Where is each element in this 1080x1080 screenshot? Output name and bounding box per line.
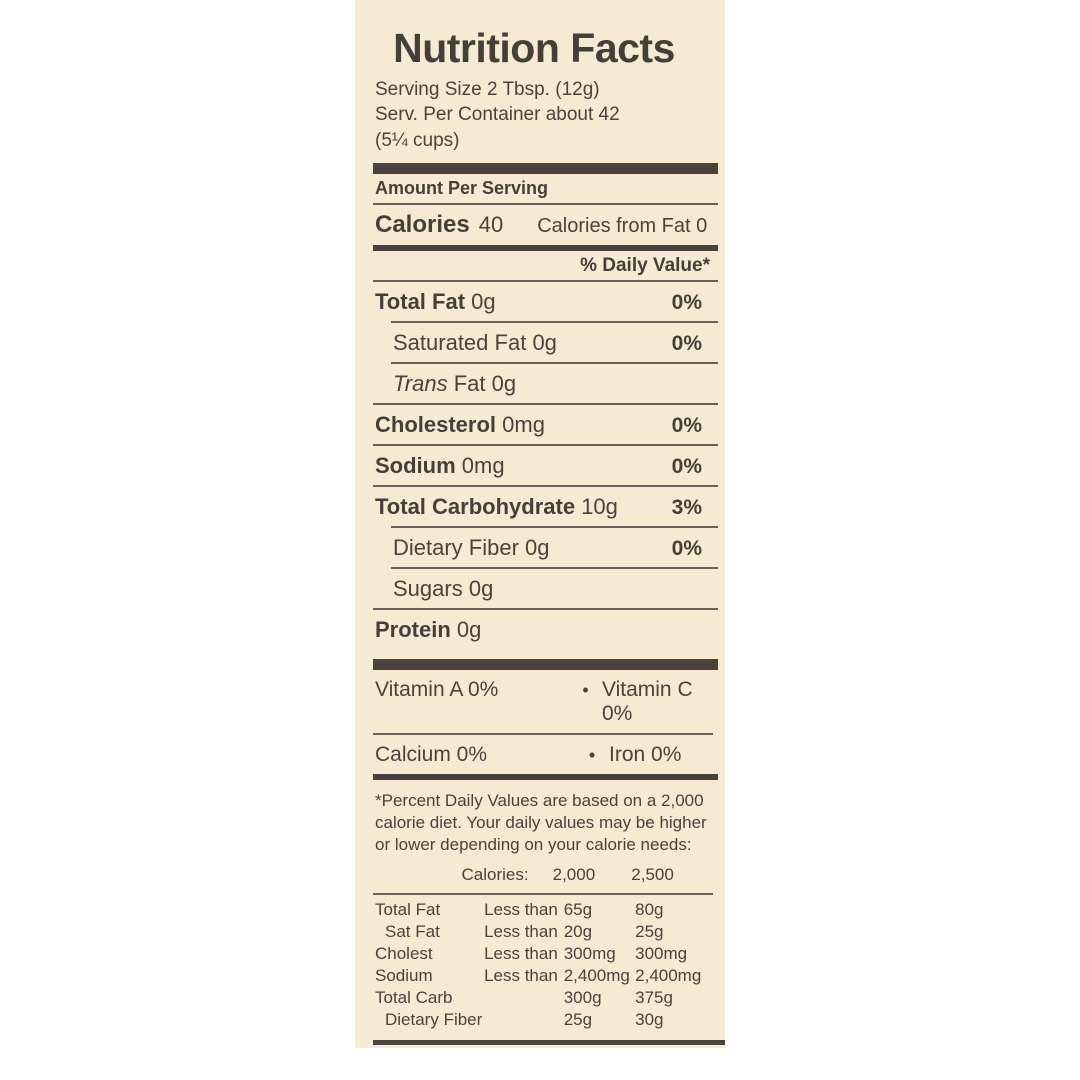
nutrient-row-cholesterol: [365, 405, 710, 444]
dv-row-2500: 80g: [635, 900, 664, 920]
dv-row-qualifier: [484, 987, 564, 1009]
nutrient-percent-total-carbohydrate: 3%: [671, 495, 702, 519]
dv-row-qualifier: Less than: [484, 900, 558, 920]
dv-row-2500: 2,400mg: [635, 966, 702, 986]
dv-row-name: Total Carb: [375, 988, 453, 1008]
nutrient-row-saturated-fat: [365, 323, 710, 362]
nutrient-name-trans-fat: Trans Fat 0g: [393, 370, 517, 396]
bullet-icon: •: [582, 679, 589, 700]
nutrient-name-dietary-fiber: Dietary Fiber 0g: [393, 534, 550, 560]
nutrient-percent-dietary-fiber: 0%: [671, 536, 702, 560]
nutrient-row-dietary-fiber: [365, 528, 710, 567]
dv-row-2000: 25g: [563, 1010, 593, 1030]
dv-header-blank: [375, 864, 461, 889]
nutrient-name-total-carbohydrate: Total Carbohydrate 10g: [375, 493, 618, 519]
dv-row-name: Total Fat: [375, 900, 441, 920]
dv-row-name: Dietary Fiber: [385, 1010, 483, 1030]
nutrient-name-sugars: Sugars 0g: [393, 575, 494, 601]
dv-row-2000: 300g: [563, 988, 602, 1008]
divider-thick-vitamins: [373, 659, 718, 670]
iron-value: Iron 0%: [609, 742, 682, 766]
nutrient-percent-sodium: 0%: [671, 454, 702, 478]
vitamin-c-value: Vitamin C 0%: [601, 677, 693, 725]
table-row-header: [375, 864, 705, 889]
nutrition-facts-panel: [355, 0, 725, 1048]
divider-dv-table: [373, 893, 713, 895]
table-row: [375, 899, 705, 921]
vitamin-row-2: [365, 735, 725, 774]
servings-per-container: Serv. Per Container about 42: [375, 104, 620, 126]
dv-row-qualifier: Less than: [484, 922, 558, 942]
nutrient-row-trans-fat: [365, 364, 710, 403]
dv-row-2000: 20g: [563, 922, 593, 942]
nutrient-percent-total-fat: 0%: [671, 290, 702, 314]
nutrient-name-cholesterol: Cholesterol 0mg: [375, 411, 545, 437]
nutrient-percent-cholesterol: 0%: [671, 413, 702, 437]
dv-header-calories: Calories:: [461, 865, 529, 885]
dv-row-2000: 65g: [563, 900, 593, 920]
calories-label: Calories: [375, 210, 470, 238]
dv-row-qualifier: [484, 1009, 564, 1031]
nutrient-name-total-fat: Total Fat 0g: [375, 288, 496, 314]
table-row: [375, 1009, 705, 1031]
dv-row-name: Sodium: [375, 966, 433, 986]
dv-row-2500: 300mg: [635, 944, 688, 964]
dv-header-2000: 2,000: [552, 865, 596, 885]
nutrient-row-protein: [365, 610, 710, 649]
dv-row-2000: 300mg: [563, 944, 616, 964]
dv-row-name: Sat Fat: [385, 922, 440, 942]
daily-value-header: % Daily Value*: [580, 254, 710, 276]
divider-bottom: [373, 1040, 725, 1045]
amount-per-serving-label: Amount Per Serving: [375, 177, 549, 198]
page-title: Nutrition Facts: [393, 25, 675, 71]
table-row: [375, 987, 705, 1009]
nutrient-row-sodium: [365, 446, 710, 485]
dv-row-2000: 2,400mg: [563, 966, 630, 986]
table-row: [375, 965, 705, 987]
calories-row: [365, 205, 725, 245]
daily-value-footnote: *Percent Daily Values are based on a 2,000 calorie diet. Your daily values may be higher or lower depending on your calorie needs:: [375, 790, 707, 854]
nutrition-facts-label: [365, 0, 725, 1048]
calories-value: 40: [478, 211, 504, 237]
daily-value-table-body: [375, 899, 705, 1031]
servings-volume: (5¼ cups): [375, 129, 460, 151]
vitamin-a-value: Vitamin A 0%: [375, 677, 499, 701]
table-row: [375, 943, 705, 965]
serving-info: [365, 69, 725, 153]
nutrient-row-total-carbohydrate: [365, 487, 710, 526]
nutrient-name-saturated-fat: Saturated Fat 0g: [393, 329, 557, 355]
vitamin-row-1: [365, 670, 725, 733]
nutrient-name-sodium: Sodium 0mg: [375, 452, 505, 478]
table-row: [375, 921, 705, 943]
nutrient-percent-saturated-fat: 0%: [671, 331, 702, 355]
dv-header-2500: 2,500: [631, 865, 674, 885]
dv-row-name: Cholest: [375, 944, 433, 964]
nutrient-name-protein: Protein 0g: [375, 616, 482, 642]
dv-row-2500: 25g: [635, 922, 664, 942]
nutrient-row-total-fat: [365, 282, 710, 321]
dv-row-2500: 30g: [635, 1010, 664, 1030]
dv-row-2500: 375g: [635, 988, 673, 1008]
dv-row-qualifier: Less than: [484, 944, 558, 964]
divider-thick-top: [373, 163, 718, 174]
calcium-value: Calcium 0%: [375, 742, 488, 766]
dv-row-qualifier: Less than: [484, 966, 558, 986]
serving-size: Serving Size 2 Tbsp. (12g): [375, 79, 600, 100]
nutrient-row-sugars: [365, 569, 710, 608]
daily-value-table: [375, 864, 705, 889]
calories-from-fat: Calories from Fat 0: [537, 214, 708, 237]
bullet-icon: •: [588, 744, 596, 765]
